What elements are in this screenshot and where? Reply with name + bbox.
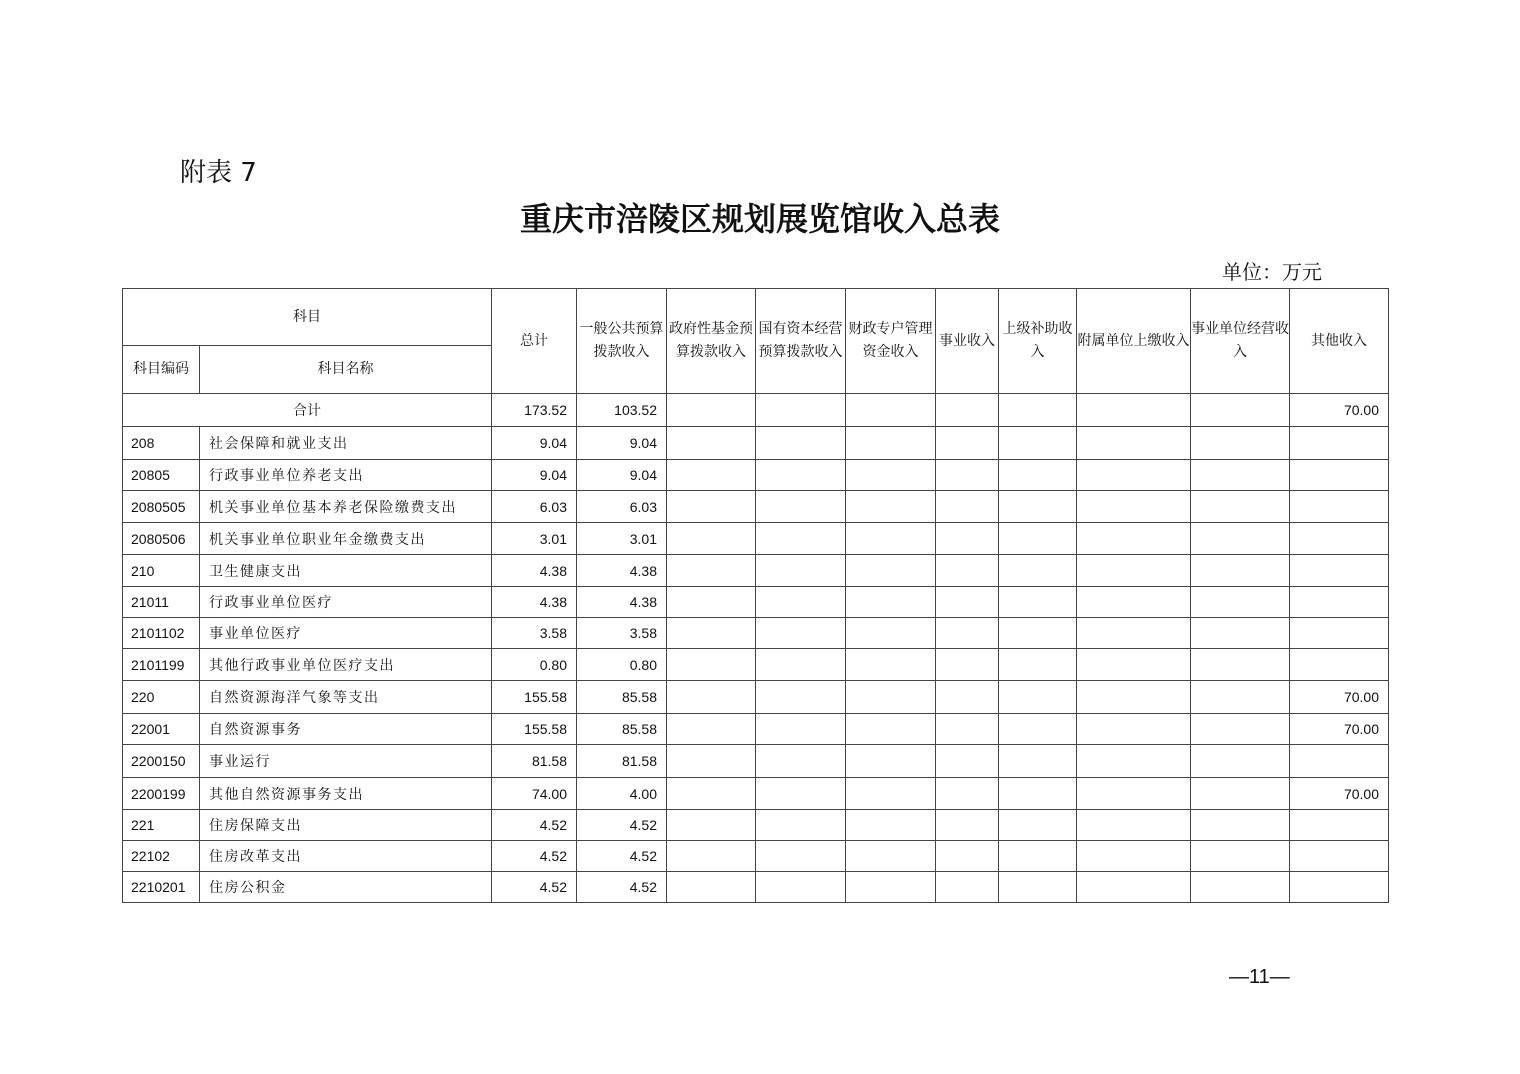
row-general: 4.52 (577, 810, 667, 841)
total-other: 70.00 (1290, 394, 1389, 427)
row-code: 2080506 (123, 523, 200, 555)
row-general: 4.00 (577, 778, 667, 810)
row-code: 221 (123, 810, 200, 841)
row-other (1290, 587, 1389, 618)
row-general: 4.52 (577, 841, 667, 872)
table-row (123, 523, 1389, 555)
row-name: 行政事业单位医疗 (200, 587, 492, 618)
row-code: 2101102 (123, 618, 200, 649)
table-row (123, 810, 1389, 841)
row-general: 85.58 (577, 714, 667, 745)
row-other (1290, 427, 1389, 460)
row-code: 22001 (123, 714, 200, 745)
table-row (123, 555, 1389, 587)
row-general: 4.38 (577, 555, 667, 587)
table-row (123, 649, 1389, 681)
row-general: 3.01 (577, 523, 667, 555)
row-general: 0.80 (577, 649, 667, 681)
row-code: 208 (123, 427, 200, 460)
unit-label: 单位：万元 (1222, 260, 1322, 284)
row-total: 155.58 (492, 714, 577, 745)
row-name: 行政事业单位养老支出 (200, 460, 492, 491)
row-code: 2200150 (123, 745, 200, 778)
row-code: 2080505 (123, 491, 200, 523)
row-code: 21011 (123, 587, 200, 618)
header-affiliate: 附属单位上缴收入 (1077, 289, 1191, 394)
row-other: 70.00 (1290, 681, 1389, 714)
row-total: 4.38 (492, 555, 577, 587)
row-total: 3.01 (492, 523, 577, 555)
row-other (1290, 523, 1389, 555)
header-subject: 科目 (123, 289, 492, 346)
row-total: 4.52 (492, 872, 577, 903)
row-name: 其他自然资源事务支出 (200, 778, 492, 810)
row-code: 2200199 (123, 778, 200, 810)
row-general: 9.04 (577, 427, 667, 460)
row-code: 210 (123, 555, 200, 587)
table-row (123, 714, 1389, 745)
row-general: 85.58 (577, 681, 667, 714)
table-row (123, 841, 1389, 872)
row-other (1290, 618, 1389, 649)
row-name: 自然资源海洋气象等支出 (200, 681, 492, 714)
income-table (122, 288, 1389, 903)
header-total: 总计 (492, 289, 577, 394)
row-name: 自然资源事务 (200, 714, 492, 745)
table-row (123, 587, 1389, 618)
row-total: 74.00 (492, 778, 577, 810)
row-total: 3.58 (492, 618, 577, 649)
page-title: 重庆市涪陵区规划展览馆收入总表 (519, 200, 1000, 238)
table-row (123, 427, 1389, 460)
table-row (123, 872, 1389, 903)
table-row (123, 745, 1389, 778)
row-other (1290, 745, 1389, 778)
total-total: 173.52 (492, 394, 577, 427)
row-total: 6.03 (492, 491, 577, 523)
row-other (1290, 491, 1389, 523)
row-other (1290, 460, 1389, 491)
row-other (1290, 555, 1389, 587)
row-other (1290, 841, 1389, 872)
header-other: 其他收入 (1290, 289, 1389, 394)
table-row (123, 491, 1389, 523)
row-code: 20805 (123, 460, 200, 491)
total-row (123, 394, 1389, 427)
row-general: 9.04 (577, 460, 667, 491)
row-other (1290, 810, 1389, 841)
header-stateasset: 国有资本经营预算拨款收入 (756, 289, 846, 394)
row-general: 4.52 (577, 872, 667, 903)
attachment-label: 附表 7 (180, 158, 257, 188)
row-general: 3.58 (577, 618, 667, 649)
row-name: 机关事业单位基本养老保险缴费支出 (200, 491, 492, 523)
header-code: 科目编码 (123, 346, 200, 394)
row-name: 社会保障和就业支出 (200, 427, 492, 460)
row-total: 0.80 (492, 649, 577, 681)
table-row (123, 681, 1389, 714)
table-row (123, 778, 1389, 810)
header-general: 一般公共预算拨款收入 (577, 289, 667, 394)
row-general: 6.03 (577, 491, 667, 523)
row-name: 卫生健康支出 (200, 555, 492, 587)
row-name: 住房保障支出 (200, 810, 492, 841)
row-name: 其他行政事业单位医疗支出 (200, 649, 492, 681)
table-row (123, 460, 1389, 491)
header-operation: 事业单位经营收入 (1191, 289, 1290, 394)
total-label: 合计 (123, 394, 492, 427)
total-general: 103.52 (577, 394, 667, 427)
row-name: 住房公积金 (200, 872, 492, 903)
row-name: 事业单位医疗 (200, 618, 492, 649)
row-code: 220 (123, 681, 200, 714)
header-name: 科目名称 (200, 346, 492, 394)
row-other: 70.00 (1290, 778, 1389, 810)
page-number: —11— (1229, 966, 1290, 988)
row-total: 81.58 (492, 745, 577, 778)
header-subsidy: 上级补助收入 (999, 289, 1077, 394)
row-code: 2101199 (123, 649, 200, 681)
row-name: 事业运行 (200, 745, 492, 778)
row-code: 22102 (123, 841, 200, 872)
row-other: 70.00 (1290, 714, 1389, 745)
row-name: 机关事业单位职业年金缴费支出 (200, 523, 492, 555)
row-total: 4.52 (492, 810, 577, 841)
row-total: 4.52 (492, 841, 577, 872)
row-code: 2210201 (123, 872, 200, 903)
row-other (1290, 872, 1389, 903)
row-total: 155.58 (492, 681, 577, 714)
row-total: 4.38 (492, 587, 577, 618)
row-other (1290, 649, 1389, 681)
table-row (123, 618, 1389, 649)
row-total: 9.04 (492, 427, 577, 460)
header-special: 财政专户管理资金收入 (846, 289, 936, 394)
row-name: 住房改革支出 (200, 841, 492, 872)
row-general: 4.38 (577, 587, 667, 618)
header-business: 事业收入 (936, 289, 999, 394)
row-total: 9.04 (492, 460, 577, 491)
header-govfund: 政府性基金预算拨款收入 (667, 289, 756, 394)
row-general: 81.58 (577, 745, 667, 778)
